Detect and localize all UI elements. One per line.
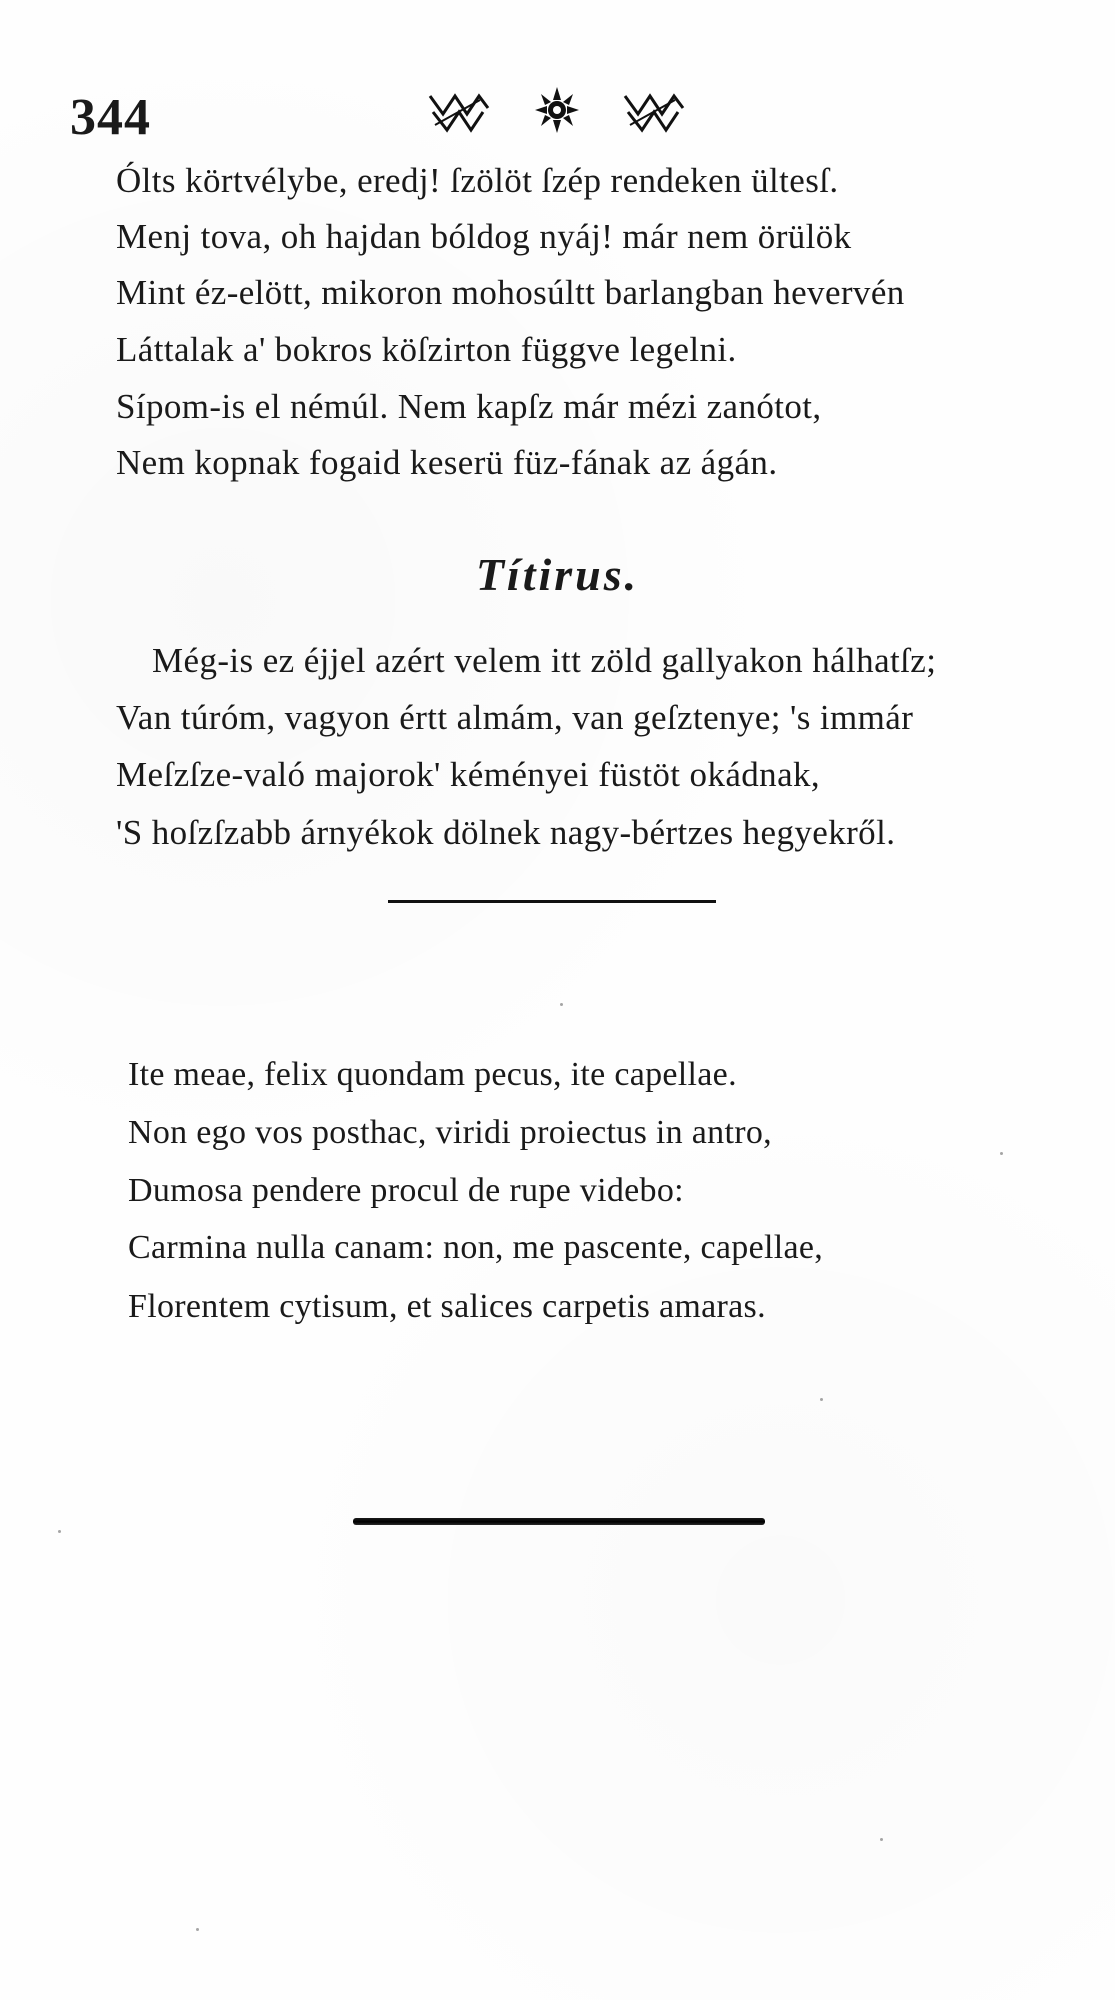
verse-line: Ite meae, felix quondam pecus, ite capellae. bbox=[128, 1056, 737, 1093]
paper-speck bbox=[58, 1530, 61, 1533]
section-divider bbox=[388, 900, 716, 903]
paper-speck bbox=[560, 1003, 563, 1006]
end-divider bbox=[353, 1518, 765, 1525]
paper-speck bbox=[880, 1838, 883, 1841]
verse-line: Nem kopnak fogaid keserü füz-fának az ágán. bbox=[116, 443, 778, 482]
paper-speck bbox=[196, 1928, 199, 1931]
ornament-zigzag-icon bbox=[430, 96, 488, 130]
ornament-zigzag-icon bbox=[625, 96, 683, 130]
verse-line: Van túróm, vagyon értt almám, van geſztenye; 's immár bbox=[116, 698, 914, 737]
paper-speck bbox=[820, 1398, 823, 1401]
ornament-flower-icon bbox=[535, 87, 579, 133]
verse-line: 'S hoſzſzabb árnyékok dölnek nagy-bértzes hegyekről. bbox=[116, 813, 896, 852]
verse-line: Láttalak a' bokros köſzirton függve legelni. bbox=[116, 330, 737, 369]
verse-line: Dumosa pendere procul de rupe videbo: bbox=[128, 1172, 684, 1209]
verse-line: Meſzſze-való majorok' kéményei füstöt okádnak, bbox=[116, 755, 821, 794]
verse-line: Ólts körtvélybe, eredj! ſzölöt ſzép rendeken ültesſ. bbox=[116, 161, 839, 200]
verse-line: Non ego vos posthac, viridi proiectus in antro, bbox=[128, 1114, 772, 1151]
verse-line: Menj tova, oh hajdan bóldog nyáj! már nem örülök bbox=[116, 217, 852, 256]
verse-line: Carmina nulla canam: non, me pascente, capellae, bbox=[128, 1229, 824, 1266]
paper-speck bbox=[1000, 1152, 1003, 1155]
verse-line: Florentem cytisum, et salices carpetis amaras. bbox=[128, 1288, 766, 1325]
page-number: 344 bbox=[70, 89, 151, 146]
verse-line: Mint éz-elött, mikoron mohosúltt barlangban hevervén bbox=[116, 273, 905, 312]
speaker-heading: Títirus. bbox=[475, 549, 640, 600]
verse-line: Sípom-is el némúl. Nem kapſz már mézi zanótot, bbox=[116, 387, 822, 426]
page-header-ornament bbox=[425, 82, 695, 137]
verse-line: Még-is ez éjjel azért velem itt zöld gallyakon hálhatſz; bbox=[152, 641, 937, 680]
